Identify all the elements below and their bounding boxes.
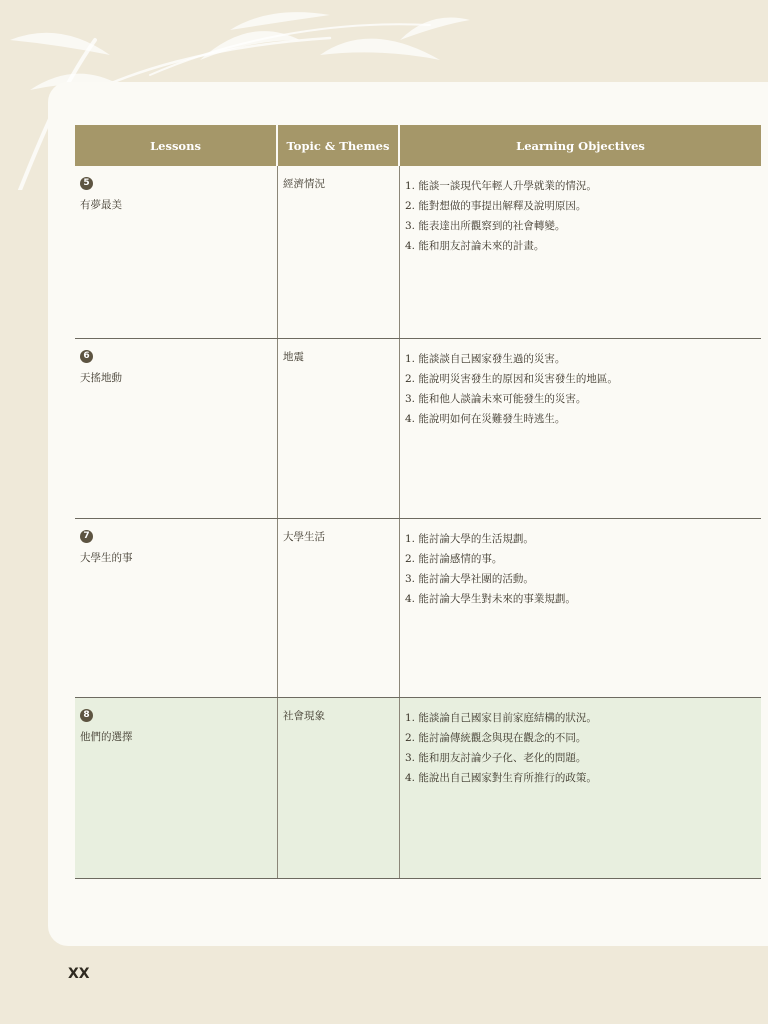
- objective-item: 1. 能談談自己國家發生過的災害。: [405, 353, 566, 365]
- objectives-cell: [400, 698, 761, 878]
- objective-item: 2. 能討論傳統觀念與現在觀念的不同。: [405, 732, 587, 744]
- table-row: [75, 339, 761, 519]
- lesson-title: 大學生的事: [80, 551, 133, 564]
- table-row: [75, 166, 761, 339]
- header-lessons: Lessons: [75, 125, 278, 166]
- objective-item: 3. 能表達出所觀察到的社會轉變。: [405, 220, 566, 232]
- lesson-cell: [75, 166, 278, 338]
- lesson-cell: [75, 698, 278, 878]
- lesson-title: 有夢最美: [80, 198, 122, 211]
- objective-item: 3. 能和他人談論未來可能發生的災害。: [405, 393, 587, 405]
- objective-item: 3. 能討論大學社團的活動。: [405, 573, 534, 585]
- header-topic: Topic & Themes: [278, 125, 400, 166]
- objective-item: 4. 能說出自己國家對生育所推行的政策。: [405, 772, 597, 784]
- topic-cell: 地震: [278, 339, 400, 518]
- lesson-cell: [75, 339, 278, 518]
- objective-item: 1. 能談論自己國家目前家庭結構的狀況。: [405, 712, 597, 724]
- table-row: [75, 519, 761, 698]
- lessons-table: [75, 125, 761, 879]
- lesson-number-badge: 5: [80, 177, 93, 190]
- lesson-number-badge: 6: [80, 350, 93, 363]
- topic-cell: 大學生活: [278, 519, 400, 697]
- lesson-cell: [75, 519, 278, 697]
- header-objectives: Learning Objectives: [516, 138, 645, 153]
- objective-item: 1. 能討論大學的生活規劃。: [405, 533, 534, 545]
- objective-item: 4. 能和朋友討論未來的計畫。: [405, 240, 545, 252]
- objective-item: 2. 能對想做的事提出解釋及說明原因。: [405, 200, 587, 212]
- topic-cell: 經濟情況: [278, 166, 400, 338]
- lesson-title: 他們的選擇: [80, 730, 133, 743]
- objective-item: 2. 能說明災害發生的原因和災害發生的地區。: [405, 373, 618, 385]
- objective-item: 4. 能說明如何在災難發生時逃生。: [405, 413, 566, 425]
- lesson-title: 天搖地動: [80, 371, 122, 384]
- objective-item: 4. 能討論大學生對未來的事業規劃。: [405, 593, 576, 605]
- objective-item: 3. 能和朋友討論少子化、老化的問題。: [405, 752, 587, 764]
- table-header: [75, 125, 761, 166]
- objective-item: 1. 能談一談現代年輕人升學就業的情況。: [405, 180, 597, 192]
- lesson-number-badge: 8: [80, 709, 93, 722]
- table-row: [75, 698, 761, 879]
- lesson-number-badge: 7: [80, 530, 93, 543]
- objectives-cell: [400, 519, 761, 697]
- objectives-cell: [400, 166, 761, 338]
- objective-item: 2. 能討論感情的事。: [405, 553, 503, 565]
- page-number: XX: [68, 966, 90, 982]
- topic-cell: 社會現象: [278, 698, 400, 878]
- objectives-cell: [400, 339, 761, 518]
